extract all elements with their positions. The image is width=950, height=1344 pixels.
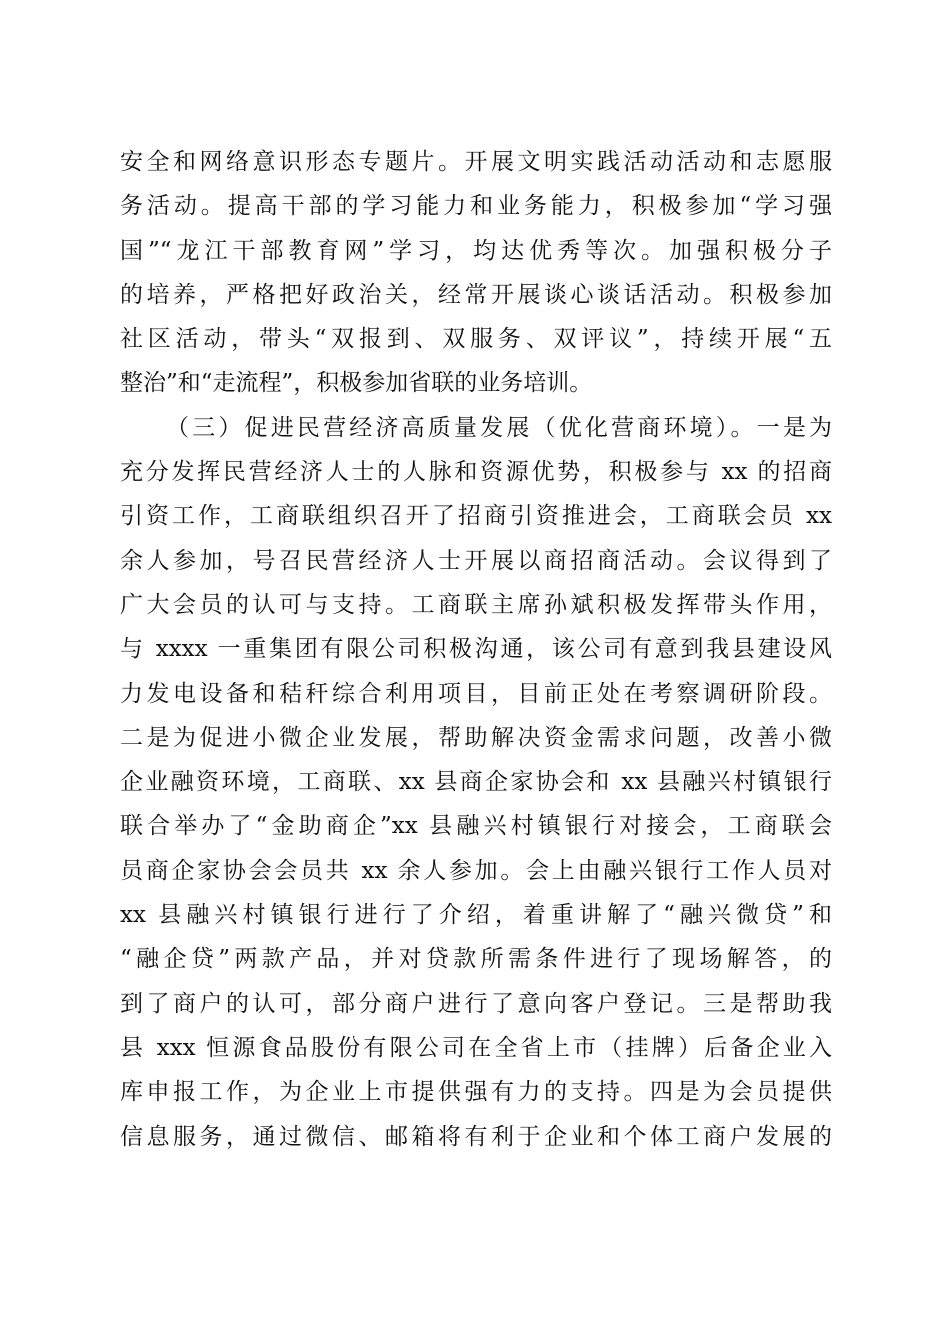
text-line: 引资工作，工商联组织召开了招商引资推进会，工商联会员 xx [120, 503, 832, 530]
section-heading-line: （三）促进民营经济高质量发展（优化营商环境）。一是为 [166, 414, 832, 441]
text-line: 到了商户的认可，部分商户进行了意向客户登记。三是帮助我 [120, 990, 832, 1017]
text-line: xx 县融兴村镇银行进行了介绍，着重讲解了“融兴微贷”和 [120, 902, 832, 929]
text-line: 信息服务，通过微信、邮箱将有利于企业和个体工商户发展的 [120, 1123, 832, 1150]
text-line: 的培养，严格把好政治关，经常开展谈心谈话活动。积极参加 [120, 281, 832, 308]
text-line: 务活动。提高干部的学习能力和业务能力，积极参加“学习强 [120, 193, 832, 220]
text-line: 联合举办了“金助商企”xx 县融兴村镇银行对接会，工商联会 [120, 813, 832, 840]
body-text [120, 140, 832, 1159]
text-line: 国”“龙江干部教育网”学习，均达优秀等次。加强积极分子 [120, 237, 832, 264]
text-line: “融企贷”两款产品，并对贷款所需条件进行了现场解答，的 [120, 946, 832, 973]
text-line: 企业融资环境，工商联、xx 县商企家协会和 xx 县融兴村镇银行 [120, 769, 832, 796]
text-line: 二是为促进小微企业发展，帮助解决资金需求问题，改善小微 [120, 724, 832, 751]
text-line: 整治”和“走流程”，积极参加省联的业务培训。 [120, 370, 593, 397]
text-line: 广大会员的认可与支持。工商联主席孙斌积极发挥带头作用， [120, 591, 832, 618]
text-line: 余人参加，号召民营经济人士开展以商招商活动。会议得到了 [120, 547, 832, 574]
text-line: 充分发挥民营经济人士的人脉和资源优势，积极参与 xx 的招商 [120, 459, 832, 486]
text-line: 库申报工作，为企业上市提供强有力的支持。四是为会员提供 [120, 1079, 832, 1106]
text-line: 力发电设备和秸秆综合利用项目，目前正处在考察调研阶段。 [120, 680, 832, 707]
text-line: 与 xxxx 一重集团有限公司积极沟通，该公司有意到我县建设风 [120, 636, 832, 663]
text-line: 安全和网络意识形态专题片。开展文明实践活动活动和志愿服 [120, 149, 832, 175]
text-line: 县 xxx 恒源食品股份有限公司在全省上市（挂牌）后备企业入 [120, 1034, 832, 1061]
text-line: 社区活动，带头“双报到、双服务、双评议”，持续开展“五 [120, 326, 832, 353]
text-line: 员商企家协会会员共 xx 余人参加。会上由融兴银行工作人员对 [120, 857, 832, 884]
